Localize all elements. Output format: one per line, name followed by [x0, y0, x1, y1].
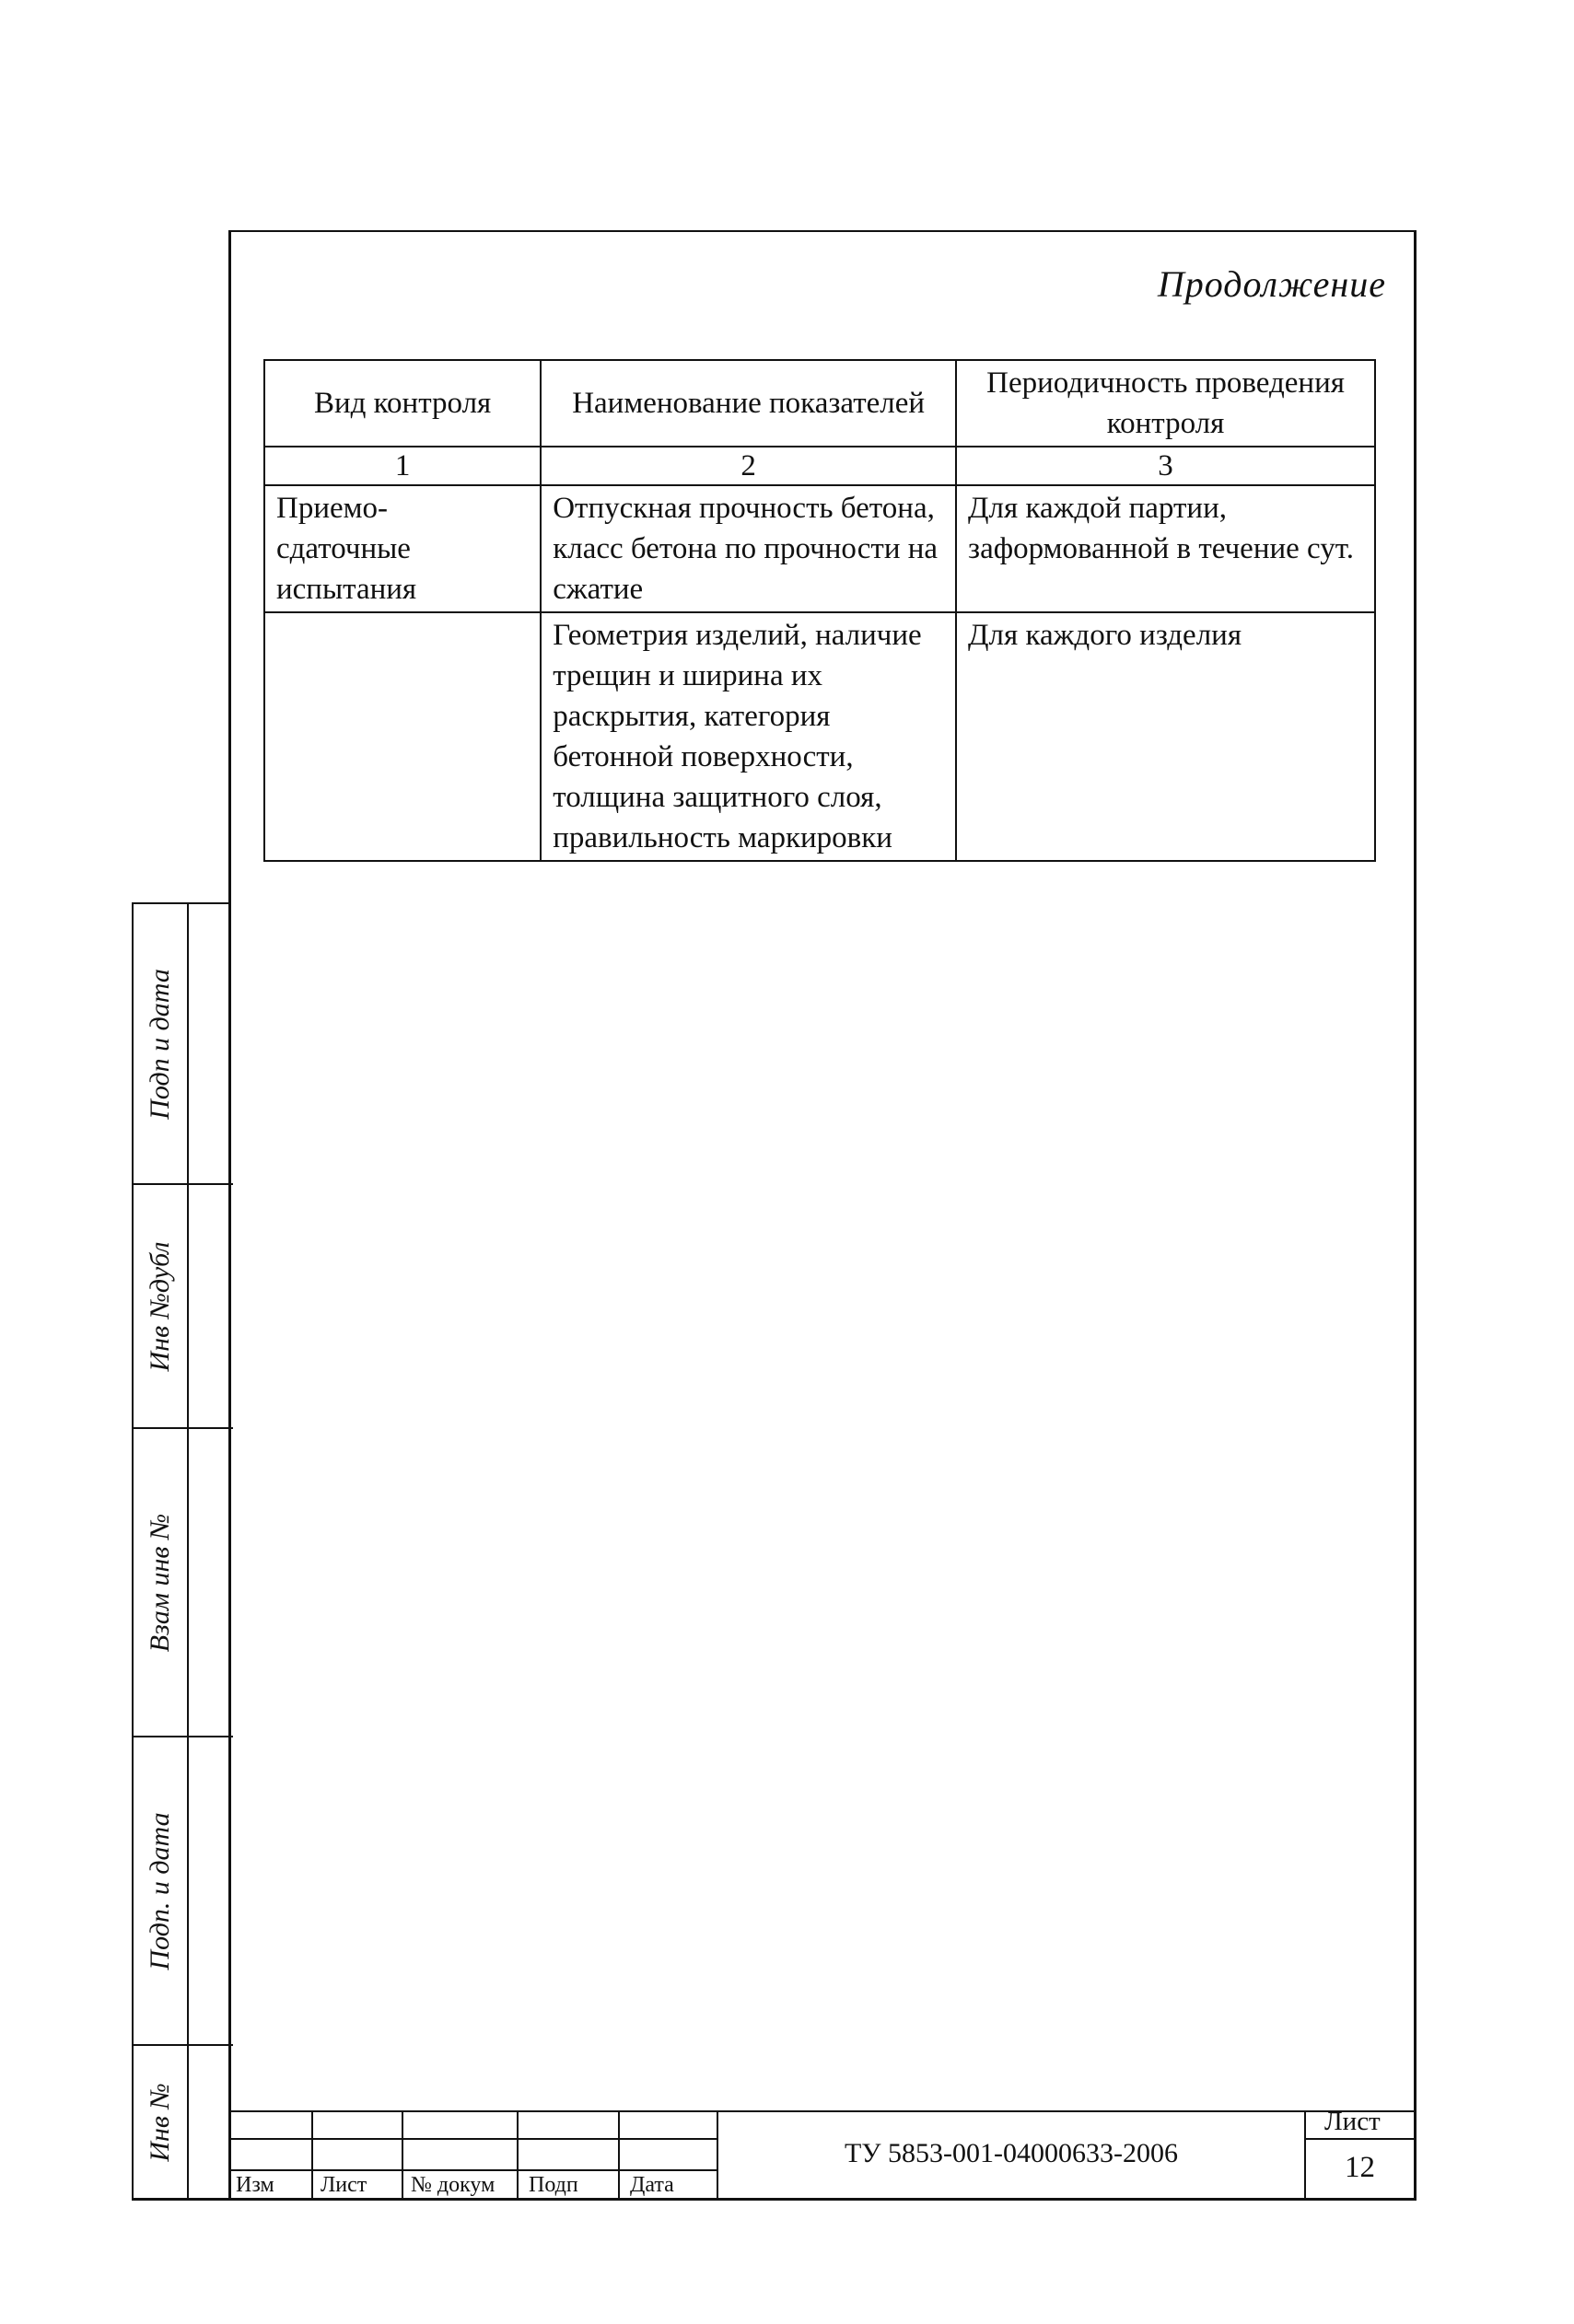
side-field: Инв №дубл — [134, 1185, 187, 1429]
side-field-blank — [187, 904, 233, 1185]
row-periodicity: Для каждого изделия — [956, 612, 1375, 861]
side-field: Инв № — [134, 2046, 187, 2201]
row-periodicity: Для каждой партии, заформованной в течение сут. — [956, 485, 1375, 612]
doc-code-cell — [718, 2110, 1304, 2201]
side-field: Подп. и дата — [134, 1737, 187, 2046]
title-block-line — [1304, 2110, 1306, 2201]
row-indicators: Отпускная прочность бетона, класс бетона по прочности на сжатие — [541, 485, 956, 612]
column-number: 2 — [541, 447, 956, 485]
label-doc-num: № докум — [411, 2173, 496, 2197]
sheet-number: 12 — [1345, 2151, 1375, 2184]
table-row — [264, 485, 1375, 612]
label-izm: Изм — [236, 2173, 274, 2197]
row-control-type — [264, 612, 541, 861]
column-number: 1 — [264, 447, 541, 485]
table-row — [264, 612, 1375, 861]
row-control-type: Приемо- сдаточные испытания — [264, 485, 541, 612]
side-field-blank — [187, 1429, 233, 1737]
label-sign: Подп — [529, 2173, 578, 2197]
title-block-line — [517, 2110, 519, 2201]
label-date: Дата — [630, 2173, 674, 2197]
control-table — [263, 359, 1376, 862]
header-periodicity: Периодичность проведения контроля — [956, 360, 1375, 447]
continuation-label: Продолжение — [1157, 263, 1386, 305]
side-field-blank — [187, 1737, 233, 2046]
column-number: 3 — [956, 447, 1375, 485]
title-block-line — [1304, 2138, 1417, 2140]
side-divider — [187, 904, 189, 2198]
sheet-label: Лист — [1324, 2107, 1381, 2136]
title-block — [228, 2107, 1417, 2201]
document-code: ТУ 5853-001-04000633-2006 — [844, 2138, 1179, 2168]
header-indicators: Наименование показателей — [541, 360, 956, 447]
side-field: Подп и дата — [134, 904, 187, 1185]
side-field-blank — [187, 1185, 233, 1429]
table-header-row — [264, 360, 1375, 447]
row-indicators: Геометрия изделий, наличие трещин и ширина их раскрытия, категория бетонной поверхности, толщина защитного слоя, правильность маркировки — [541, 612, 956, 861]
title-block-line — [618, 2110, 620, 2201]
title-block-line — [228, 2169, 717, 2171]
header-control-type: Вид контроля — [264, 360, 541, 447]
column-number-row — [264, 447, 1375, 485]
side-field: Взам инв № — [134, 1429, 187, 1737]
label-list: Лист — [321, 2173, 367, 2197]
side-strip — [132, 902, 231, 2201]
title-block-line — [402, 2110, 403, 2201]
title-block-line — [228, 2138, 717, 2140]
title-block-line — [311, 2110, 313, 2201]
